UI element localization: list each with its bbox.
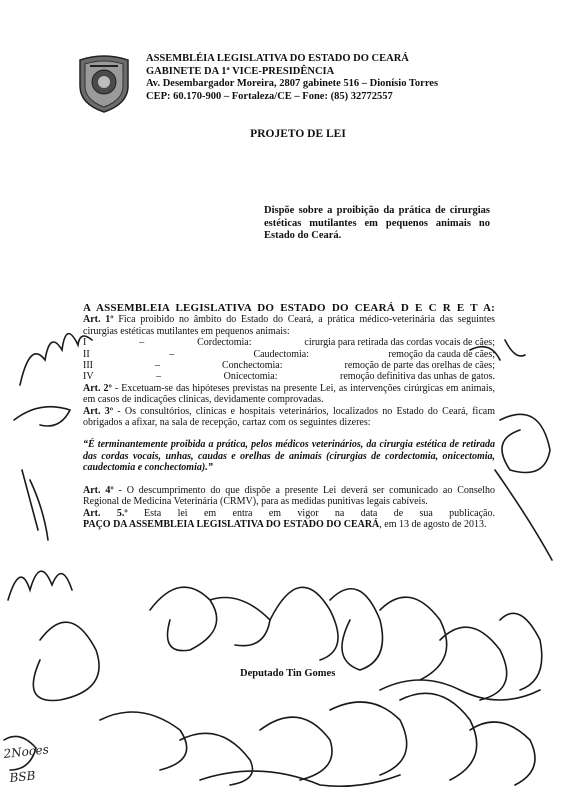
closing-place-date (83, 519, 495, 530)
article-3 (83, 406, 495, 429)
inciso-name: Cordectomia: (197, 337, 252, 349)
mandatory-notice-quote: “É terminantemente proibida a prática, pelos médicos veterinários, da cirurgia estética de retirada das cordas vocais, unhas, caudas e orelhas de animais (cirurgias de cordectomia, onicectomia, caudectomia e conchectomia).” (83, 439, 495, 474)
article-5-label: Art. 5.º (83, 507, 128, 519)
inciso-number: III (83, 360, 93, 372)
state-coat-of-arms-logo (76, 52, 132, 114)
article-3-label: Art. 3º (83, 405, 114, 417)
inciso-4: IV – Onicectomia: remoção definitiva das unhas de gatos. (83, 371, 495, 383)
bill-body (83, 303, 495, 530)
bill-summary: Dispõe sobre a proibição da prática de cirurgias estéticas mutilantes em pequenos animais no Estado do Ceará. (264, 205, 490, 241)
inciso-number: IV (83, 371, 94, 383)
article-3-text: - Os consultórios, clínicas e hospitais veterinários, localizados no Estado do Ceará, ficam obrigados a afixar, na sala de recepção, cartaz com os seguintes dizeres: (83, 405, 495, 429)
inciso-name: Caudectomia: (253, 348, 309, 360)
article-4-text: - O descumprimento do que dispõe a presente Lei deverá ser comunicado ao Conselho Regional de Medicina Veterinária (CRMV), para as medidas punitivas legais cabíveis. (83, 484, 495, 508)
article-1-label: Art. 1º (83, 314, 114, 326)
inciso-3: III – Conchectomia: remoção de parte das orelhas de cães; (83, 360, 495, 372)
letterhead-address: Av. Desembargador Moreira, 2807 gabinete 516 – Dionísio Torres (146, 78, 439, 89)
letterhead-office: GABINETE DA 1ª VICE-PRESIDÊNCIA (146, 65, 335, 77)
closing-date: , em 13 de agosto de 2013. (379, 518, 487, 530)
author-signature-line: Deputado Tin Gomes (240, 668, 336, 679)
article-1-text: Fica proibido no âmbito do Estado do Ceará, a prática médico-veterinária das seguintes cirurgias estéticas mutilantes em pequenos animais: (83, 314, 496, 337)
article-4 (83, 485, 495, 508)
inciso-description: remoção de parte das orelhas de cães; (344, 360, 495, 372)
inciso-name: Onicectomia: (223, 371, 278, 383)
letterhead (146, 53, 546, 103)
inciso-number: I (83, 337, 87, 349)
article-4-label: Art. 4º (83, 484, 114, 496)
enacting-clause: A ASSEMBLEIA LEGISLATIVA DO ESTADO DO CEARÁ D E C R E T A: (83, 302, 495, 314)
svg-text:BSB: BSB (8, 768, 37, 785)
article-1 (83, 314, 495, 337)
svg-text:2Noces: 2Noces (2, 742, 50, 761)
inciso-description: cirurgia para retirada das cordas vocais de cães; (304, 337, 495, 349)
inciso-number: II (83, 348, 90, 360)
article-5 (83, 508, 495, 519)
article-2-text: - Excetuam-se das hipóteses previstas na presente Lei, as intervenções cirúrgicas em animais, em casos de indicações clínicas, devidamente comprovadas. (83, 382, 495, 406)
document-title: PROJETO DE LEI (250, 128, 346, 140)
inciso-name: Conchectomia: (221, 360, 283, 372)
closing-place: PAÇO DA ASSEMBLEIA LEGISLATIVA DO ESTADO DO CEARÁ (83, 518, 380, 530)
article-2-label: Art. 2º (83, 382, 112, 394)
article-5-text: Esta lei em entra em vigor na data de sua publicação. (144, 507, 495, 519)
letterhead-contact: CEP: 60.170-900 – Fortaleza/CE – Fone: (85) 32772557 (146, 90, 393, 102)
letterhead-assembly-name: ASSEMBLÉIA LEGISLATIVA DO ESTADO DO CEARÁ (146, 53, 409, 64)
inciso-2: II – Caudectomia: remoção da cauda de cães; (83, 348, 495, 360)
inciso-description: remoção definitiva das unhas de gatos. (340, 371, 495, 383)
inciso-1: I – Cordectomia: cirurgia para retirada das cordas vocais de cães; (83, 337, 495, 349)
article-2 (83, 383, 495, 406)
inciso-description: remoção da cauda de cães; (388, 348, 495, 360)
